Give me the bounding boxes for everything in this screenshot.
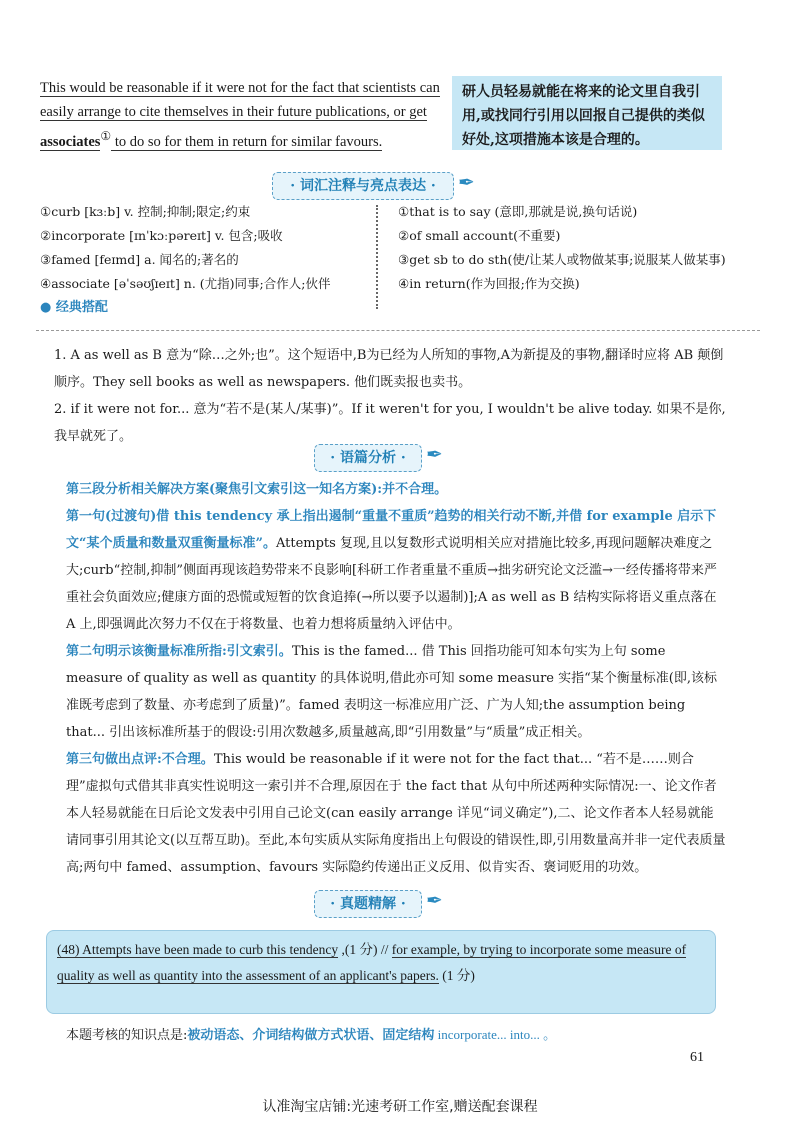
vocab-left-list: [40, 200, 380, 320]
collocation-label: 经典搭配: [55, 300, 108, 315]
collocation-heading: [40, 296, 380, 320]
analysis-section-title: · 语篇分析 ·: [314, 444, 422, 472]
passage-line: This would be reasonable if it were not for the fact that scientists can easily arrange to cite themselves in their future publications, or get: [40, 80, 440, 120]
phrase-item: ②of small account(不重要): [398, 228, 561, 243]
dashed-divider: [36, 330, 760, 331]
feather-pen-icon: ✒: [426, 888, 443, 912]
feather-pen-icon: ✒: [458, 170, 475, 194]
paragraph-text: This would be reasonable if it were not for the fact that... “若不是……则合理”虚拟句式借其非真实性说明这一索引并不合理,原因在于 the fact that 从句中所述两种实际情况:一、论文作者本人轻易就能在日后论文发表中引用自己论文(can easily arrange 详见“词义确定”),二、论文作者本人轻易就能请同事引用其论文(以互帮互助)。至此,本句实质从实际角度指出上句假设的错误性,即,引用数量高并非一定代表质量高;两句中 famed、assumption、favours 实际隐约传递出正义反用、似肯实否、褒词贬用的功效。: [66, 752, 726, 875]
analysis-paragraph-2: [66, 638, 726, 746]
passage-bold-word: associates: [40, 133, 101, 150]
vocab-right-list: [398, 200, 728, 296]
score-mark: (1 分): [442, 968, 475, 983]
note-lead: 本题考核的知识点是:: [66, 1028, 188, 1043]
analysis-paragraph-1: [66, 503, 726, 638]
vocab-item: ④associate [əˈsəʊʃɪeɪt] n. (尤指)同事;合作人;伙伴: [40, 276, 331, 291]
page-number: 61: [690, 1050, 704, 1065]
footnote-mark: ①: [100, 129, 112, 143]
vocab-section-title: · 词汇注释与亮点表达 ·: [272, 172, 454, 200]
wave-divider: [376, 205, 388, 309]
shop-footer: 认准淘宝店铺:光速考研工作室,赠送配套课程: [262, 1099, 538, 1115]
passage-line-end: to do so for them in return for similar favours.: [111, 133, 383, 150]
vocab-item: ②incorporate [ɪnˈkɔːpəreɪt] v. 包含;吸收: [40, 228, 283, 243]
analysis-body: [66, 476, 726, 881]
analysis-heading: 第三段分析相关解决方案(聚焦引文索引这一知名方案):并不合理。: [66, 482, 448, 497]
knowledge-note: [66, 1024, 556, 1047]
vocab-item: ①curb [kɜːb] v. 控制;抑制;限定;约束: [40, 204, 251, 219]
paragraph-lead: 第三句做出点评:不合理。: [66, 752, 214, 767]
phrase-item: ③get sb to do sth(使/让某人或物做某事;说服某人做某事): [398, 252, 726, 267]
exam-section-title: · 真题精解 ·: [314, 890, 422, 918]
analysis-paragraph-3: [66, 746, 726, 881]
note-structure: incorporate... into... 。: [434, 1027, 557, 1042]
collocation-item: 2. if it were not for... 意为“若不是(某人/某事)”。If it weren't for you, I wouldn't be alive today. 如果不是你,我早就死了。: [54, 402, 726, 444]
collocation-item: 1. A as well as B 意为“除…之外;也”。这个短语中,B为已经为人所知的事物,A为新提及的事物,翻译时应将 AB 颠倒顺序。They sell books as well as newspapers. 他们既卖报也卖书。: [54, 348, 724, 390]
note-points: 被动语态、介词结构做方式状语、固定结构: [187, 1028, 435, 1043]
question-part-a: (48) Attempts have been made to curb this tendency: [57, 942, 339, 957]
paragraph-lead: 第二句明示该衡量标准所指:引文索引。: [66, 644, 292, 659]
phrase-item: ④in return(作为回报;作为交换): [398, 276, 580, 291]
paragraph-text: This is the famed... 借 This 回指功能可知本句实为上句 some measure of quality as well as quantity 的具体说明,借此亦可知 some measure 实指“某个衡量标准(即,该标准既考虑到了数量、亦考虑到了质量)”。famed 表明这一标准应用广泛、广为人知;the assumption being that... 引出该标准所基于的假设:引用次数越多,质量越高,即“引用数量”与“质量”成正相关。: [66, 644, 717, 740]
paragraph-lead: 第一句(过渡句)借 this tendency 承上指出遏制“重量不重质”趋势的相关行动不断,并借 for example 启示下文“某个质量和数量双重衡量标准”。: [66, 509, 717, 551]
collocation-list: [54, 342, 730, 450]
feather-pen-icon: ✒: [426, 442, 443, 466]
passage-text: [40, 76, 442, 154]
translation-box: 研人员轻易就能在将来的论文里自我引用,或找同行引用以回报自己提供的类似好处,这项措施本该是合理的。: [452, 76, 722, 150]
exam-question-box: [46, 930, 716, 1014]
bullet-dot-icon: ●: [40, 300, 52, 315]
score-mark: ,(1 分) //: [341, 942, 389, 957]
vocab-item: ③famed [feɪmd] a. 闻名的;著名的: [40, 252, 239, 267]
phrase-item: ①that is to say (意即,那就是说,换句话说): [398, 204, 638, 219]
question-part-b: for example, by trying to incorporate some measure of quality as well as quantity into the assessment of an applicant's papers.: [57, 942, 687, 983]
paragraph-text: Attempts 复现,且以复数形式说明相关应对措施比较多,再现问题解决难度之大;curb“控制,抑制”侧面再现该趋势带来不良影响[科研工作者重量不重质→拙劣研究论文泛滥→一经传播将带来严重社会负面效应;健康方面的恐慌或短暂的饮食追捧(→所以要予以遏制)];A as well as B 结构实际将语义重点落在 A 上,即强调此次努力不仅在于将数量、也着力想将质量纳入评估中。: [66, 536, 717, 632]
